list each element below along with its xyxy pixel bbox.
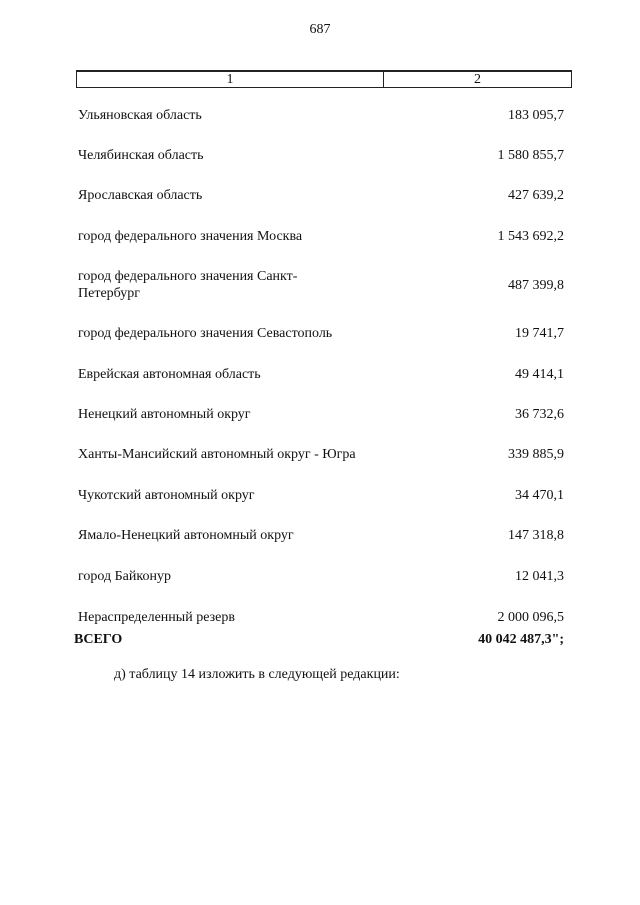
- column-header-1: 1: [77, 72, 384, 87]
- region-name: Ярославская область: [78, 188, 203, 203]
- region-name: Ненецкий автономный округ: [78, 407, 251, 422]
- region-value: 427 639,2: [508, 188, 564, 203]
- region-name: Ульяновская область: [78, 108, 202, 123]
- region-name: город федерального значения Севастополь: [78, 326, 333, 341]
- region-name: Ханты-Мансийский автономный округ - Югра: [78, 447, 356, 462]
- region-name: город Байконур: [78, 569, 171, 584]
- region-name: город федерального значения Санкт-Петербург: [78, 269, 298, 301]
- region-value: 36 732,6: [515, 407, 564, 422]
- region-value: 339 885,9: [508, 447, 564, 462]
- region-value: 34 470,1: [515, 488, 564, 503]
- region-value: 1 580 855,7: [497, 148, 564, 163]
- region-value: 183 095,7: [508, 108, 564, 123]
- total-value: 40 042 487,3";: [478, 632, 564, 647]
- region-name: Чукотский автономный округ: [78, 488, 255, 503]
- region-value: 19 741,7: [515, 326, 564, 341]
- page-number: 687: [309, 22, 331, 37]
- region-name: Челябинская область: [78, 148, 204, 163]
- region-value: 147 318,8: [508, 528, 564, 543]
- instruction-text: д) таблицу 14 изложить в следующей редакции:: [114, 667, 400, 682]
- region-name: Ямало-Ненецкий автономный округ: [78, 528, 294, 543]
- region-value: 49 414,1: [515, 367, 564, 382]
- region-value: 12 041,3: [515, 569, 564, 584]
- region-name: Нераспределенный резерв: [78, 610, 235, 625]
- region-value: 1 543 692,2: [497, 229, 564, 244]
- region-value: 487 399,8: [508, 278, 564, 293]
- region-value: 2 000 096,5: [497, 610, 564, 625]
- total-label: ВСЕГО: [74, 632, 123, 647]
- column-header-2: 2: [474, 72, 481, 87]
- region-name: город федерального значения Москва: [78, 229, 303, 244]
- table-header: [76, 70, 572, 88]
- region-name: Еврейская автономная область: [78, 367, 261, 382]
